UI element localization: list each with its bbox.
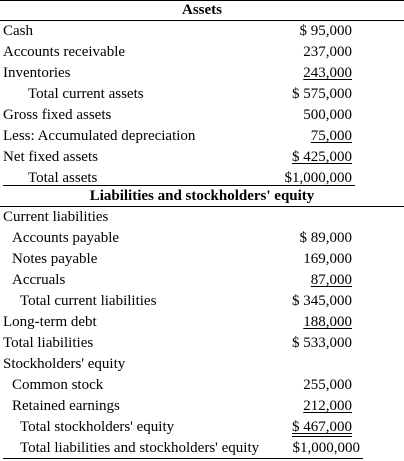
row-value: 500,000 xyxy=(303,107,352,123)
row-label: Gross fixed assets xyxy=(3,107,112,123)
row-label: Net fixed assets xyxy=(3,149,98,165)
row-value: 243,000 xyxy=(303,65,352,81)
row-value: 75,000 xyxy=(310,128,352,144)
row-value: 237,000 xyxy=(303,44,352,60)
row-value: $1,000,000 xyxy=(284,170,352,186)
liab-row-total-stockholders-equity xyxy=(0,417,404,438)
liab-row-stockholders-equity xyxy=(0,354,404,375)
row-value: 188,000 xyxy=(303,314,352,330)
asset-row-gross-fixed-assets xyxy=(0,105,404,126)
row-label: Cash xyxy=(3,23,33,39)
row-label: Accruals xyxy=(12,272,66,288)
asset-row-accounts-receivable xyxy=(0,42,404,63)
liab-row-total-liabilities-and-equity xyxy=(0,438,404,459)
asset-row-accumulated-depreciation xyxy=(0,126,404,147)
liabilities-heading: Liabilities and stockholders' equity xyxy=(89,188,315,204)
row-label: Total liabilities xyxy=(3,335,94,351)
asset-row-total-current-assets xyxy=(0,84,404,105)
row-value: $ 467,000 xyxy=(292,419,352,435)
row-value: $ 575,000 xyxy=(292,86,352,102)
row-value: 255,000 xyxy=(303,377,352,393)
row-value: 169,000 xyxy=(303,251,352,267)
liab-row-current-liabilities xyxy=(0,207,404,228)
row-label: Common stock xyxy=(12,377,104,393)
liab-row-total-current-liabilities xyxy=(0,291,404,312)
row-label: Total current assets xyxy=(28,86,144,102)
total-assets-rule xyxy=(3,185,355,186)
row-label: Current liabilities xyxy=(3,209,109,225)
grand-total-rule xyxy=(3,458,363,459)
row-value: 212,000 xyxy=(303,398,352,414)
row-label: Accounts payable xyxy=(12,230,120,246)
liab-row-notes-payable xyxy=(0,249,404,270)
liab-row-total-liabilities xyxy=(0,333,404,354)
row-value: $ 345,000 xyxy=(292,293,352,309)
row-value: $ 89,000 xyxy=(299,230,352,246)
row-label: Long-term debt xyxy=(3,314,97,330)
row-value: $ 425,000 xyxy=(292,149,352,165)
row-value: $1,000,000 xyxy=(292,440,360,456)
row-label: Total stockholders' equity xyxy=(20,419,175,435)
assets-heading: Assets xyxy=(182,2,222,18)
row-label: Total liabilities and stockholders' equity xyxy=(20,440,260,456)
liab-row-accruals xyxy=(0,270,404,291)
asset-row-net-fixed-assets xyxy=(0,147,404,168)
row-label: Accounts receivable xyxy=(3,44,126,60)
row-label: Notes payable xyxy=(12,251,98,267)
row-value: $ 533,000 xyxy=(292,335,352,351)
row-label: Total current liabilities xyxy=(20,293,157,309)
row-label: Stockholders' equity xyxy=(3,356,126,372)
liab-row-retained-earnings xyxy=(0,396,404,417)
row-value: $ 95,000 xyxy=(299,23,352,39)
row-label: Total assets xyxy=(28,170,98,186)
liab-row-common-stock xyxy=(0,375,404,396)
row-label: Inventories xyxy=(3,65,71,81)
liab-row-long-term-debt xyxy=(0,312,404,333)
row-label: Less: Accumulated depreciation xyxy=(3,128,196,144)
liab-row-accounts-payable xyxy=(0,228,404,249)
row-value: 87,000 xyxy=(310,272,352,288)
asset-row-cash xyxy=(0,21,404,42)
row-label: Retained earnings xyxy=(12,398,120,414)
asset-row-inventories xyxy=(0,63,404,84)
